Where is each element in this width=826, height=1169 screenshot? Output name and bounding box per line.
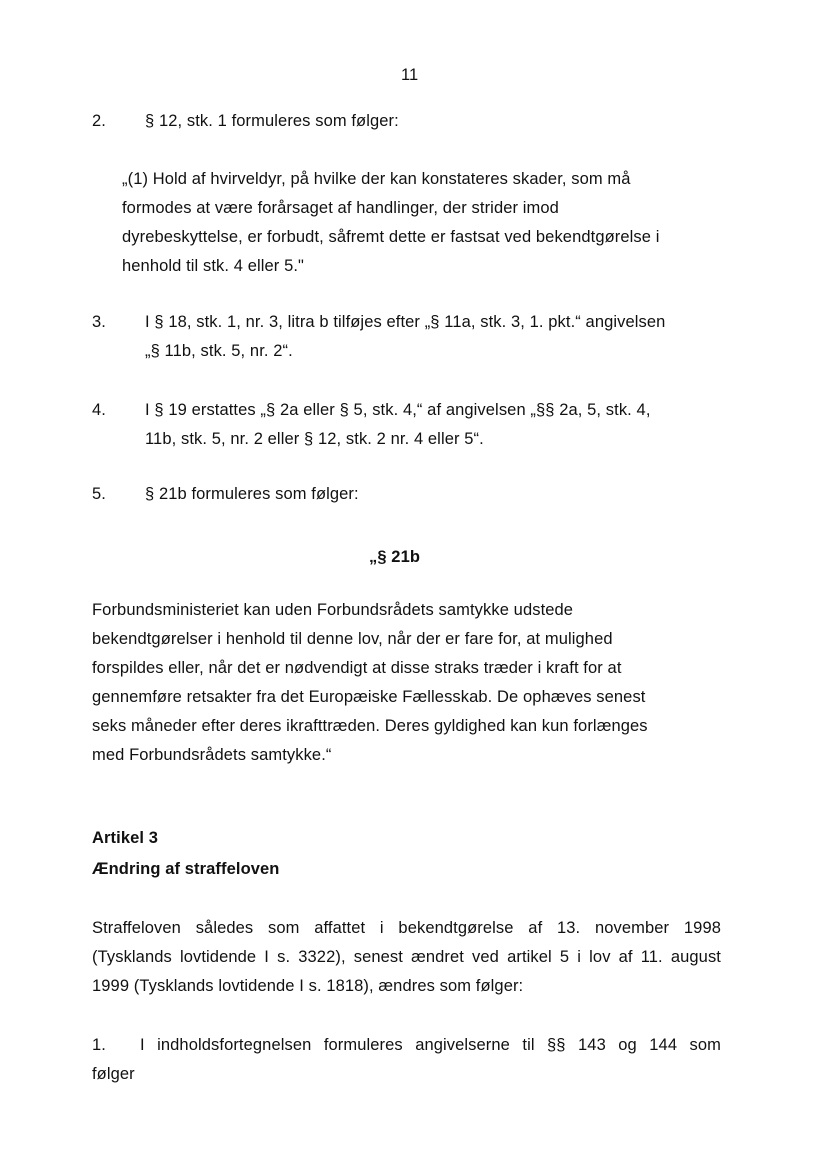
article-item-1-number: 1. (92, 1036, 106, 1054)
section-body-line: gennemføre retsakter fra det Europæiske Fællesskab. De ophæves senest (92, 688, 646, 706)
quote-line: henhold til stk. 4 eller 5." (122, 257, 305, 275)
article-label: Artikel 3 (92, 829, 159, 847)
section-body-line: bekendtgørelser i henhold til denne lov, når der er fare for, at mulighed (92, 630, 613, 648)
item-4-line: 11b, stk. 5, nr. 2 eller § 12, stk. 2 nr. 4 eller 5“. (145, 430, 484, 448)
item-5-intro: § 21b formuleres som følger: (145, 485, 359, 503)
quote-line: dyrebeskyttelse, er forbudt, såfremt dette er fastsat ved bekendtgørelse i (122, 228, 660, 246)
item-3-number: 3. (92, 313, 106, 331)
item-3-line: „§ 11b, stk. 5, nr. 2“. (145, 342, 293, 360)
item-3-text (145, 308, 665, 366)
section-body-line: med Forbundsrådets samtykke.“ (92, 746, 332, 764)
section-body-line: forspildes eller, når det er nødvendigt at disse straks træder i kraft for at (92, 659, 622, 677)
section-heading: „§ 21b (369, 548, 421, 566)
section-body-line: seks måneder efter deres ikrafttræden. Deres gyldighed kan kun forlænges (92, 717, 648, 735)
item-4-text (145, 396, 651, 454)
item-2-quote (122, 165, 660, 281)
item-3-line: I § 18, stk. 1, nr. 3, litra b tilføjes efter „§ 11a, stk. 3, 1. pkt.“ angivelsen (145, 313, 666, 331)
item-4-number: 4. (92, 401, 106, 419)
article-title: Ændring af straffeloven (92, 860, 280, 878)
article-paragraph-line: 1999 (Tysklands lovtidende I s. 1818), ændres som følger: (92, 977, 524, 995)
item-2-intro: § 12, stk. 1 formuleres som følger: (145, 112, 399, 130)
item-2-number: 2. (92, 112, 106, 130)
item-5-number: 5. (92, 485, 106, 503)
page-number: 11 (401, 66, 419, 84)
section-body-line: Forbundsministeriet kan uden Forbundsrådets samtykke udstede (92, 601, 574, 619)
article-item-1-line: følger (92, 1065, 135, 1083)
article-paragraph-line: Straffeloven således som affattet i bekendtgørelse af 13. november 1998 (92, 919, 721, 937)
article-paragraph-line: (Tysklands lovtidende I s. 3322), senest ændret ved artikel 5 i lov af 11. august (92, 948, 721, 966)
item-4-line: I § 19 erstattes „§ 2a eller § 5, stk. 4,“ af angivelsen „§§ 2a, 5, stk. 4, (145, 401, 651, 419)
quote-line: formodes at være forårsaget af handlinger, der strider imod (122, 199, 559, 217)
section-body (92, 596, 648, 770)
quote-line: „(1) Hold af hvirveldyr, på hvilke der kan konstateres skader, som må (122, 170, 631, 188)
article-item-1-line: I indholdsfortegnelsen formuleres angivelserne til §§ 143 og 144 som (140, 1036, 721, 1054)
